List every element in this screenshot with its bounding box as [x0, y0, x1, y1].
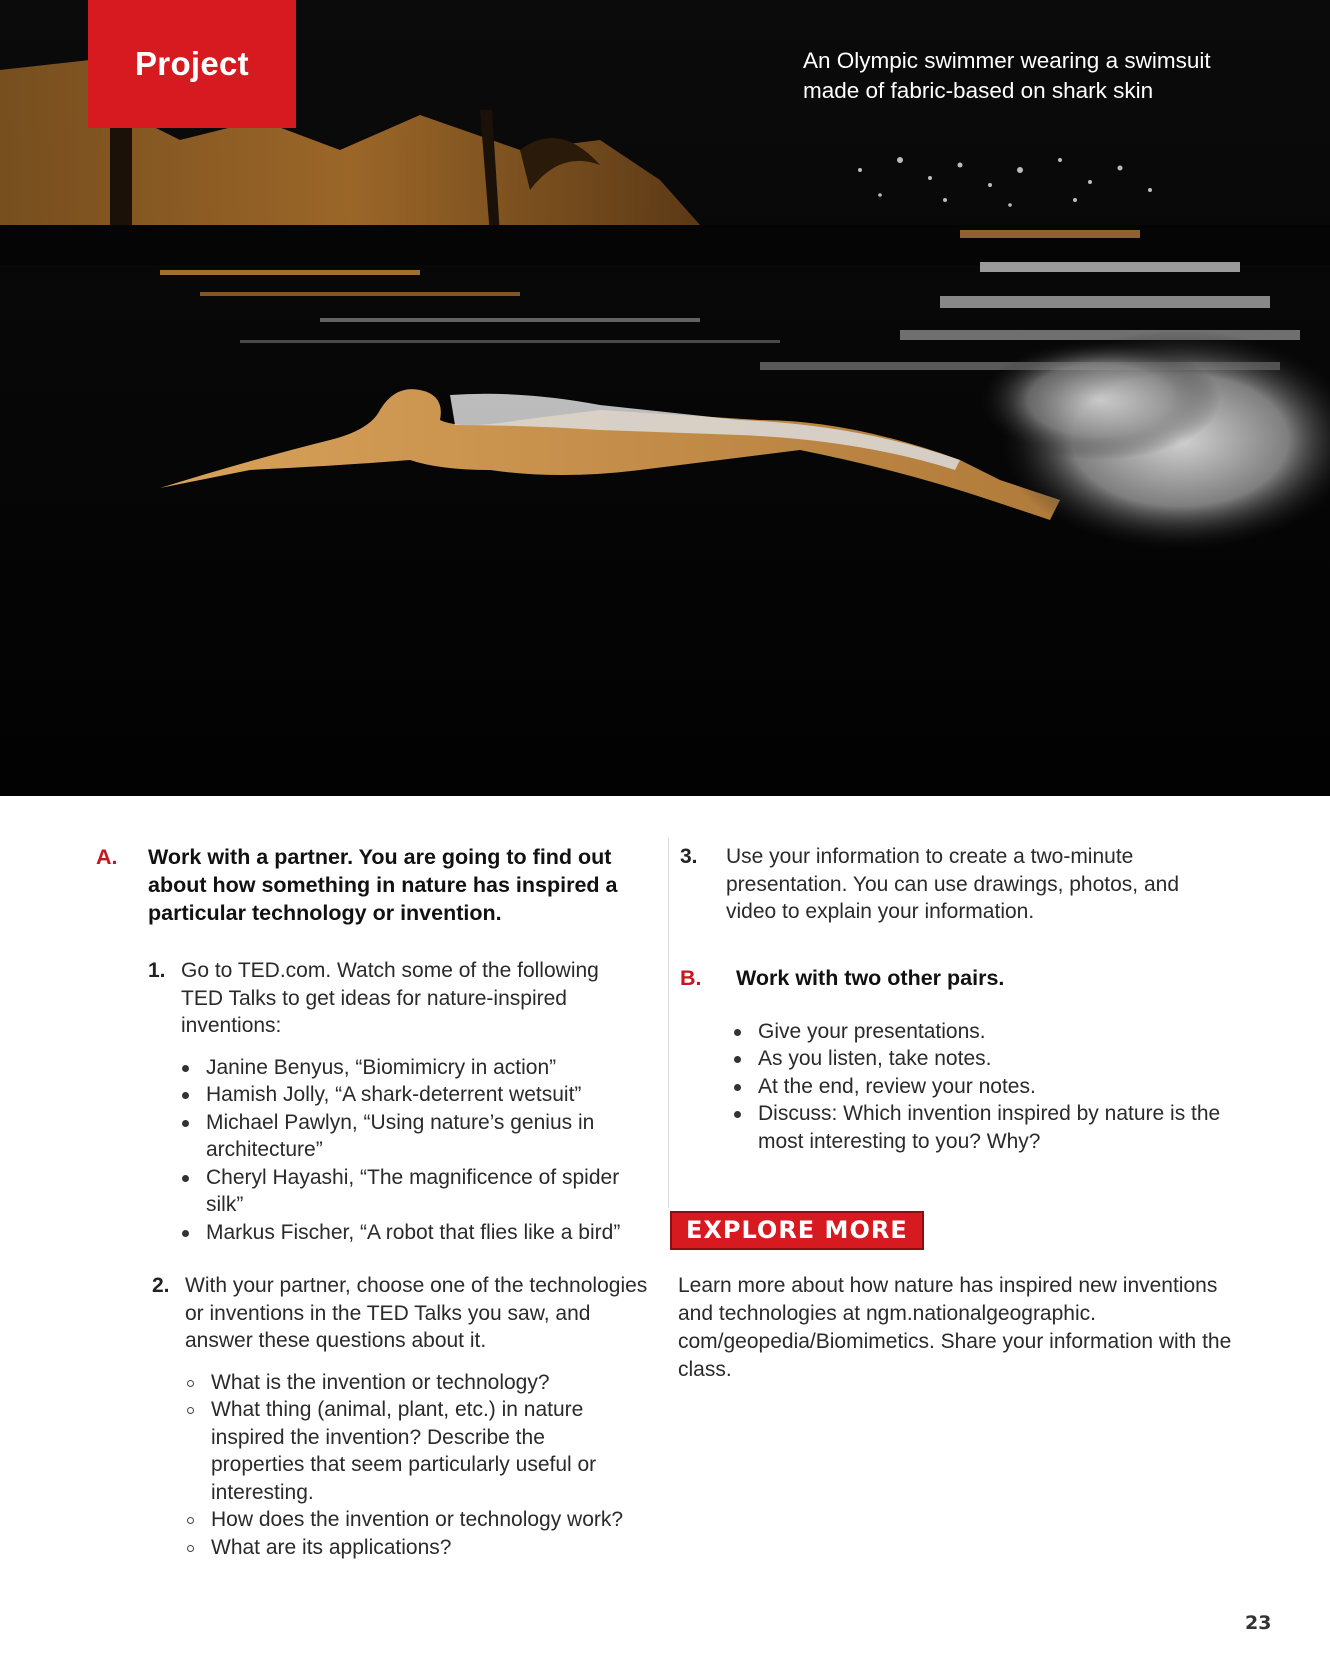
list-item: Markus Fischer, “A robot that flies like a bird”	[180, 1219, 655, 1247]
section-b-list	[732, 1018, 1222, 1156]
item-2	[152, 1272, 656, 1561]
item-1-number: 1.	[148, 959, 166, 982]
list-item: What thing (animal, plant, etc.) in nature inspired the invention? Describe the properties that seem particularly useful or interesting.	[185, 1396, 655, 1506]
bullet-icon	[182, 1175, 189, 1182]
item-3	[680, 843, 1260, 926]
section-a-letter: A.	[96, 845, 118, 869]
column-divider	[668, 838, 669, 1208]
bullet-icon	[187, 1407, 194, 1414]
bullet-icon	[734, 1029, 741, 1036]
item-1-text: Go to TED.com. Watch some of the following TED Talks to get ideas for nature-inspired inventions:	[181, 959, 599, 1037]
left-column	[96, 843, 656, 1561]
section-a-instruction: Work with a partner. You are going to find out about how something in nature has inspired a particular technology or invention.	[148, 845, 618, 925]
bullet-icon	[187, 1380, 194, 1387]
section-b-letter: B.	[680, 965, 702, 990]
list-item: What is the invention or technology?	[185, 1369, 655, 1397]
list-item: How does the invention or technology work?	[185, 1506, 655, 1534]
bullet-icon	[182, 1120, 189, 1127]
ted-talk-list	[180, 1054, 655, 1247]
bullet-icon	[734, 1084, 741, 1091]
list-item: Discuss: Which invention inspired by nature is the most interesting to you? Why?	[732, 1100, 1222, 1155]
item-2-number: 2.	[152, 1274, 170, 1297]
item-3-number: 3.	[680, 845, 698, 868]
explore-more-badge: EXPLORE MORE	[670, 1211, 924, 1250]
bullet-icon	[187, 1545, 194, 1552]
photo-caption: An Olympic swimmer wearing a swimsuit made of fabric-based on shark skin	[803, 48, 1211, 103]
explore-more-text: Learn more about how nature has inspired new inventions and technologies at ngm.nationalgeographic. com/geopedia/Biomimetics. Share your information with the class.	[678, 1274, 1232, 1381]
list-item: Hamish Jolly, “A shark-deterrent wetsuit”	[180, 1081, 655, 1109]
bullet-icon	[182, 1092, 189, 1099]
list-item: As you listen, take notes.	[732, 1045, 1222, 1073]
list-item: Michael Pawlyn, “Using nature’s genius in architecture”	[180, 1109, 655, 1164]
list-item: At the end, review your notes.	[732, 1073, 1222, 1101]
item-2-text: With your partner, choose one of the technologies or inventions in the TED Talks you saw, and answer these questions about it.	[185, 1274, 648, 1352]
section-b-heading	[680, 964, 1260, 992]
bullet-icon	[187, 1517, 194, 1524]
section-a-heading	[96, 843, 656, 927]
item-3-text: Use your information to create a two-minute presentation. You can use drawings, photos, and video to explain your information.	[726, 845, 1179, 923]
explore-more	[670, 1211, 1260, 1384]
item-1	[148, 957, 656, 1246]
hero-photo	[0, 0, 1330, 796]
bullet-icon	[734, 1056, 741, 1063]
list-item: Give your presentations.	[732, 1018, 1222, 1046]
right-column	[680, 843, 1260, 1384]
list-item: What are its applications?	[185, 1534, 655, 1562]
question-list	[185, 1369, 655, 1562]
list-item: Cheryl Hayashi, “The magnificence of spider silk”	[180, 1164, 655, 1219]
bullet-icon	[182, 1230, 189, 1237]
bullet-icon	[182, 1065, 189, 1072]
list-item: Janine Benyus, “Biomimicry in action”	[180, 1054, 655, 1082]
section-b-instruction: Work with two other pairs.	[736, 965, 1005, 990]
project-tag: Project	[88, 0, 296, 128]
bullet-icon	[734, 1111, 741, 1118]
page-number: 23	[1245, 1612, 1272, 1634]
